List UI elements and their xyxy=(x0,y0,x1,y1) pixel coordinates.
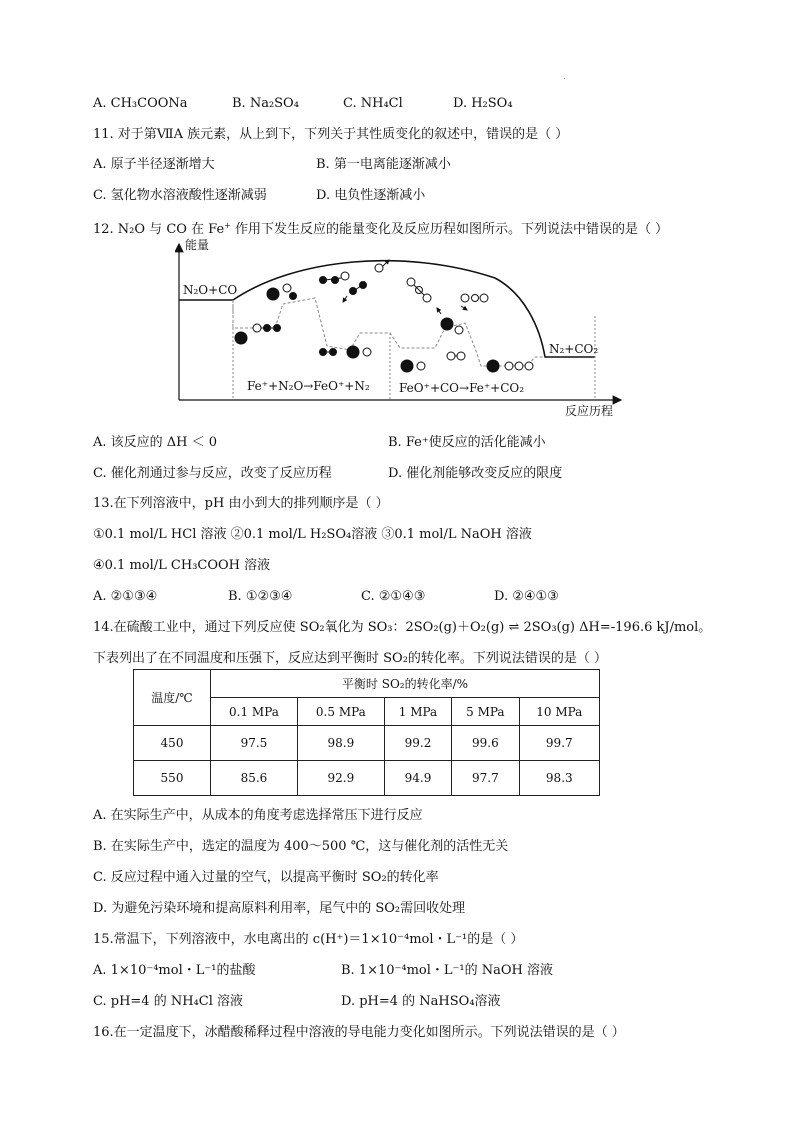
value-cell: 92.9 xyxy=(297,761,384,796)
pressure-header: 5 MPa xyxy=(452,698,519,726)
q14-option-a: A. 在实际生产中，从成本的角度考虑选择常压下进行反应 xyxy=(93,808,423,823)
q12-stem: 12. N₂O 与 CO 在 Fe+ 作用下发生反应的能量变化及反应历程如图所示。下列说法中错误的是（ ） xyxy=(93,221,669,237)
q13-stem: 13.在下列溶液中，pH 由小到大的排列顺序是（ ） xyxy=(93,496,389,511)
value-cell: 99.7 xyxy=(519,726,599,761)
q13-option-c: C. ②①④③ xyxy=(361,589,426,604)
value-cell: 94.9 xyxy=(384,761,451,796)
energy-diagram xyxy=(175,238,625,420)
table-row xyxy=(134,761,600,796)
step1-label: Fe⁺+N₂O→FeO⁺+N₂ xyxy=(247,379,370,393)
q14-option-d: D. 为避免污染环境和提高原料利用率，尾气中的 SO₂需回收处理 xyxy=(93,901,466,916)
q14-stem-line2: 下表列出了在不同温度和压强下，反应达到平衡时 SO₂的转化率。下列说法错误的是（ ） xyxy=(93,651,608,666)
q15-option-d: D. pH=4 的 NaHSO₄溶液 xyxy=(341,994,501,1009)
q10-option-b: B. Na₂SO₄ xyxy=(232,96,299,111)
q15-option-c: C. pH=4 的 NH₄Cl 溶液 xyxy=(93,994,243,1009)
temp-header: 温度/℃ xyxy=(134,670,211,726)
q14-option-b: B. 在实际生产中，选定的温度为 400～500 ℃，这与催化剂的活性无关 xyxy=(93,839,509,854)
q13-solutions-line1: ①0.1 mol/L HCl 溶液 ②0.1 mol/L H₂SO₄溶液 ③0.1 mol/L NaOH 溶液 xyxy=(93,527,532,542)
x-axis-label: 反应历程 xyxy=(565,404,614,418)
q13-option-a: A. ②①③④ xyxy=(93,589,158,604)
value-cell: 97.5 xyxy=(211,726,298,761)
q12-option-c: C. 催化剂通过参与反应，改变了反应历程 xyxy=(93,466,332,481)
q11-stem: 11. 对于第ⅦA 族元素，从上到下，下列关于其性质变化的叙述中，错误的是（ ） xyxy=(93,127,569,142)
value-cell: 98.9 xyxy=(297,726,384,761)
pressure-header: 1 MPa xyxy=(384,698,451,726)
q15-option-b: B. 1×10⁻⁴mol・L⁻¹的 NaOH 溶液 xyxy=(341,963,553,978)
q12-option-d: D. 催化剂能够改变反应的限度 xyxy=(388,466,563,481)
page-mark: . xyxy=(563,72,566,81)
products-label: N₂+CO₂ xyxy=(549,342,599,356)
q13-solutions-line2: ④0.1 mol/L CH₃COOH 溶液 xyxy=(93,558,271,573)
q12-option-a: A. 该反应的 ΔH ＜ 0 xyxy=(93,435,218,450)
q12-option-b: B. Fe⁺使反应的活化能减小 xyxy=(388,435,546,450)
table-row xyxy=(134,726,600,761)
q11-option-d: D. 电负性逐渐减小 xyxy=(316,188,426,203)
value-cell: 85.6 xyxy=(211,761,298,796)
pressure-header: 0.5 MPa xyxy=(297,698,384,726)
q15-stem: 15.常温下，下列溶液中，水电离出的 c(H⁺)＝1×10⁻⁴mol・L⁻¹的是（ ） xyxy=(93,932,524,947)
q11-option-c: C. 氢化物水溶液酸性逐渐减弱 xyxy=(93,188,267,203)
q15-option-a: A. 1×10⁻⁴mol・L⁻¹的盐酸 xyxy=(93,963,256,978)
rate-header: 平衡时 SO₂的转化率/% xyxy=(211,670,600,698)
temp-cell: 550 xyxy=(134,761,211,796)
step2-label: FeO⁺+CO→Fe⁺+CO₂ xyxy=(399,381,525,395)
q11-option-b: B. 第一电离能逐渐减小 xyxy=(316,157,451,172)
q14-stem-line1: 14.在硫酸工业中，通过下列反应使 SO₂氧化为 SO₃：2SO₂(g)＋O₂(g) ⇌ 2SO₃(g) ΔH=-196.6 kJ/mol。 xyxy=(93,620,712,635)
pressure-header: 0.1 MPa xyxy=(211,698,298,726)
q11-option-a: A. 原子半径逐渐增大 xyxy=(93,157,215,172)
value-cell: 99.6 xyxy=(452,726,519,761)
q16-stem: 16.在一定温度下，冰醋酸稀释过程中溶液的导电能力变化如图所示。下列说法错误的是（ ） xyxy=(93,1025,625,1040)
value-cell: 99.2 xyxy=(384,726,451,761)
catalytic-path xyxy=(233,298,545,366)
q14-option-c: C. 反应过程中通入过量的空气，以提高平衡时 SO₂的转化率 xyxy=(93,870,439,885)
q13-option-b: B. ①②③④ xyxy=(228,589,293,604)
q10-option-c: C. NH₄Cl xyxy=(343,96,403,111)
conversion-table xyxy=(133,669,600,796)
value-cell: 98.3 xyxy=(519,761,599,796)
q10-option-a: A. CH₃COONa xyxy=(93,96,188,111)
temp-cell: 450 xyxy=(134,726,211,761)
y-axis-label: 能量 xyxy=(185,238,210,252)
reactants-label: N₂O+CO xyxy=(183,283,238,297)
q10-option-d: D. H₂SO₄ xyxy=(453,96,513,111)
q13-option-d: D. ②④①③ xyxy=(494,589,559,604)
pressure-header: 10 MPa xyxy=(519,698,599,726)
value-cell: 97.7 xyxy=(452,761,519,796)
